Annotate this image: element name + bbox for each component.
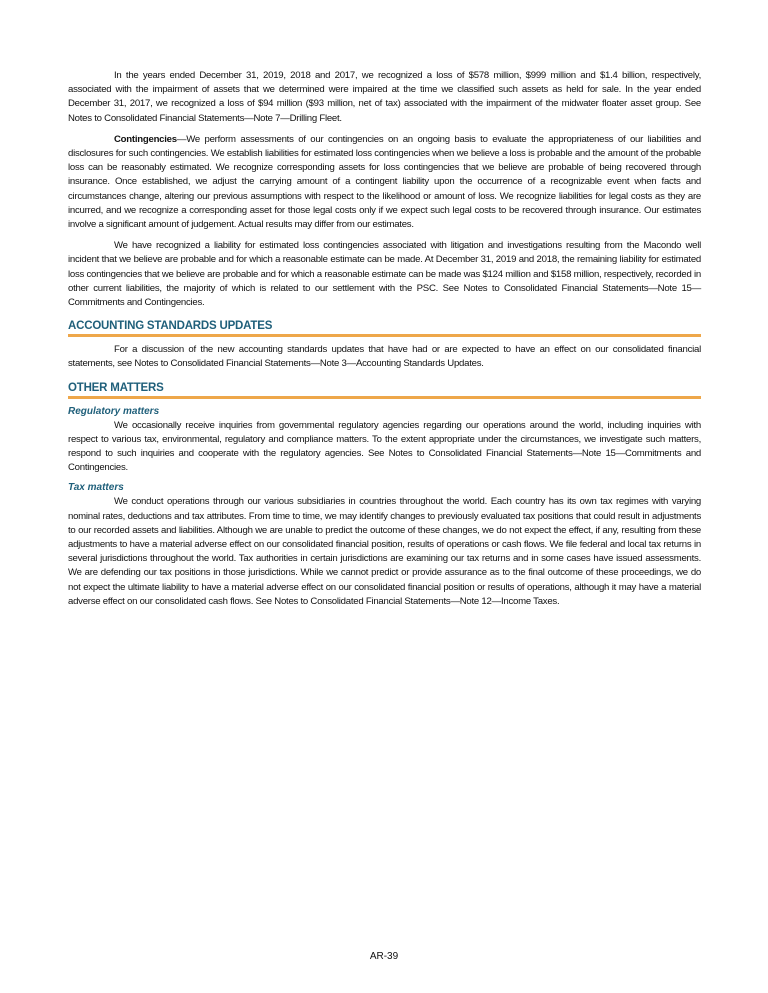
regulatory-matters-subheading: Regulatory matters [68,405,160,417]
contingencies-paragraph [68,133,701,232]
contingencies-lead: Contingencies [114,133,177,145]
tax-matters-paragraph: We conduct operations through our various subsidiaries in countries throughout the world. Each country has its own tax regimes with varying nominal rates, deductions and tax attributes. From time to time, we may identify changes to previously evaluated tax positions that could result in adjustments to our recorded assets and liabilities. Although we are unable to predict the outcome of these changes, we do not expect the effect, if any, resulting from these adjustments to have a material adverse effect on our consolidated financial position, results of operations or cash flows. We file federal and local tax returns in several jurisdictions throughout the world. Tax authorities in certain jurisdictions are examining our tax returns and in some cases have issued assessments. We are defending our tax positions in those jurisdictions. While we cannot predict or provide assurance as to the final outcome of these proceedings, we do not expect the ultimate liability to have a material adverse effect on our consolidated financial position or results of operations, although it may have a material adverse effect on our consolidated cash flows. See Notes to Consolidated Financial Statements—Note 12—Income Taxes. [68,496,701,607]
other-matters-heading: OTHER MATTERS [68,382,701,399]
page-number: AR-39 [369,951,399,962]
document-body [68,69,701,616]
regulatory-matters-paragraph: We occasionally receive inquiries from governmental regulatory agencies regarding our operations around the world, including inquiries with respect to various tax, environmental, regulatory and compliance matters. To the extent appropriate under the circumstances, we investigate such matters, respond to such inquiries and cooperate with the regulatory agencies. See Notes to Consolidated Financial Statements—Note 15—Commitments and Contingencies. [68,419,701,474]
tax-matters-subheading: Tax matters [68,482,124,494]
accounting-standards-paragraph: For a discussion of the new accounting standards updates that have had or are expected to have an effect on our consolidated financial statements, see Notes to Consolidated Financial Statements—Note 3—Accounting Standards Updates. [68,344,701,370]
macondo-paragraph: We have recognized a liability for estimated loss contingencies associated with litigation and investigations resulting from the Macondo well incident that we believe are probable and for which a reasonable estimate can be made. At December 31, 2019 and 2018, the remaining liability for estimated loss contingencies that we believe are probable and for which a reasonable estimate can be made was $124 million and $158 million, respectively, recorded in other current liabilities, the majority of which is related to our settlement with the PSC. See Notes to Consolidated Financial Statements—Note 15—Commitments and Contingencies. [68,240,701,309]
impairment-paragraph: In the years ended December 31, 2019, 2018 and 2017, we recognized a loss of $578 million, $999 million and $1.4 billion, respectively, associated with the impairment of assets that we determined were impaired at the time we classified such assets as held for sale. In the year ended December 31, 2017, we recognized a loss of $94 million ($93 million, net of tax) associated with the impairment of the midwater floater asset group. See Notes to Consolidated Financial Statements—Note 7—Drilling Fleet. [68,70,701,124]
contingencies-text: —We perform assessments of our contingencies on an ongoing basis to evaluate the appropriateness of our liabilities and disclosures for such contingencies. We establish liabilities for estimated loss contingencies when we believe a loss is probable and the amount of the probable loss can be reasonably estimated. We recognize corresponding assets for loss contingencies that we believe are probable of being recovered through insurance. Once established, we adjust the carrying amount of a contingent liability upon the occurrence of a recognizable event when facts and circumstances change, altering our previous assumptions with respect to the likelihood or amount of loss. We recognize liabilities for legal costs as they are incurred, and we recognize a corresponding asset for those legal costs only if we expect such legal costs to be recovered through insurance. Our estimates involve a significant amount of judgement. Actual results may differ from our estimates. [68,133,701,231]
accounting-standards-heading: ACCOUNTING STANDARDS UPDATES [68,320,701,337]
